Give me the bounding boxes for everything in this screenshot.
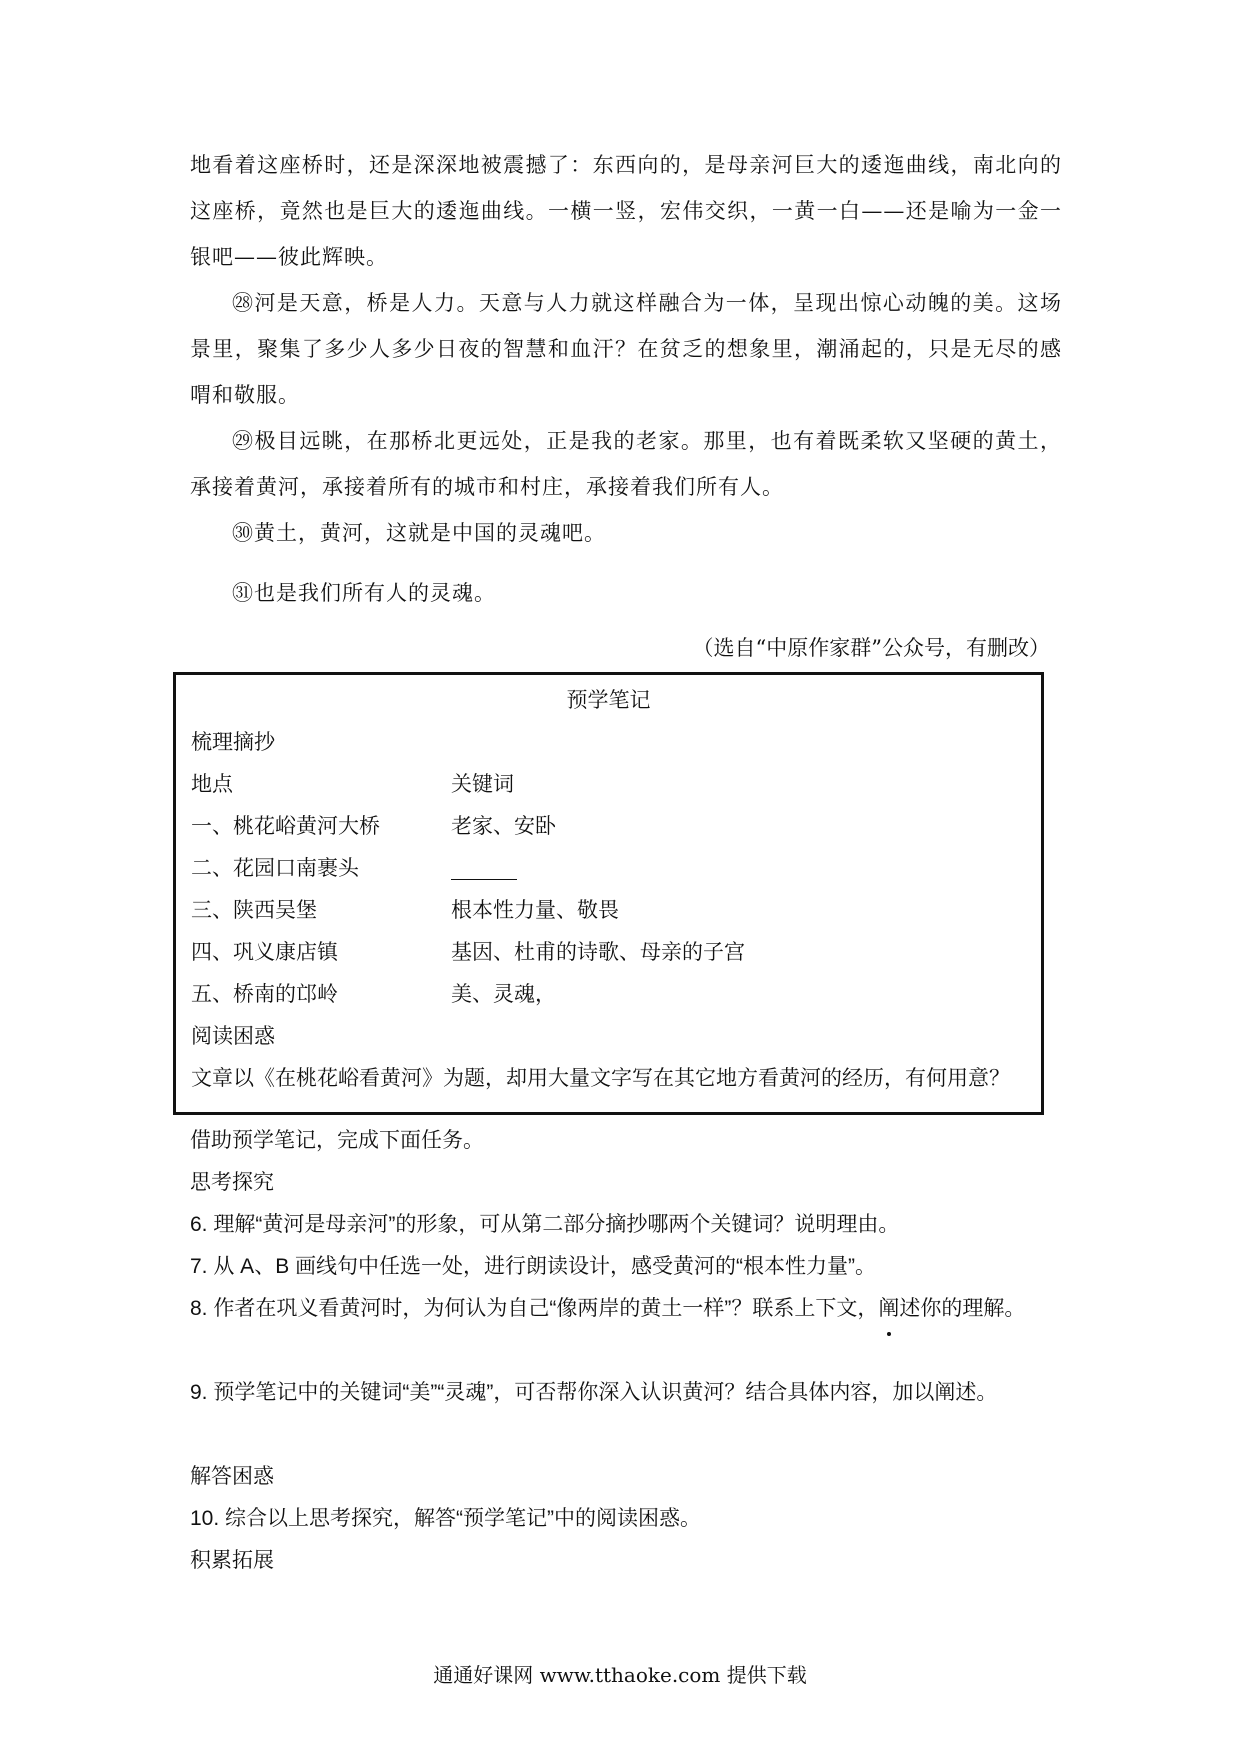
paragraph-29: ㉙极目远眺，在那桥北更远处，正是我的老家。那里，也有着既柔软又坚硬的黄土，承接着黄河，承接着所有的城市和村庄，承接着我们所有人。 bbox=[190, 429, 1062, 499]
paragraph-31: ㉛也是我们所有人的灵魂。 bbox=[232, 581, 496, 605]
heading-think-explore: 思考探究 bbox=[190, 1171, 274, 1194]
notes-row-place: 三、陕西吴堡 bbox=[191, 898, 317, 922]
notes-row-place: 一、桃花峪黄河大桥 bbox=[191, 814, 380, 838]
question-8-text: 8. 作者在巩义看黄河时，为何认为自己“像两岸的黄土一样”？联系上下文， bbox=[190, 1297, 879, 1320]
notes-title: 预学笔记 bbox=[566, 688, 651, 712]
question-8-text-end: 述你的理解。 bbox=[899, 1297, 1026, 1320]
notes-row-place: 二、花园口南裹头 bbox=[191, 856, 359, 880]
column-header-keywords: 关键词 bbox=[451, 772, 514, 796]
paragraph-28: ㉘河是天意，桥是人力。天意与人力就这样融合为一体，呈现出惊心动魄的美。这场景里，聚集了多少人多少日夜的智慧和血汗？在贫乏的想象里，潮涌起的，只是无尽的感喟和敬服。 bbox=[190, 291, 1062, 407]
paragraph-30: ㉚黄土，黄河，这就是中国的灵魂吧。 bbox=[232, 521, 606, 545]
notes-row-keywords: 根本性力量、敬畏 bbox=[451, 898, 619, 922]
question-8 bbox=[190, 1288, 1062, 1330]
notes-section-confusion: 阅读困惑 bbox=[191, 1024, 275, 1048]
notes-row-keywords: 美、灵魂， bbox=[451, 982, 556, 1006]
answer-blank[interactable] bbox=[451, 879, 517, 880]
question-10: 10. 综合以上思考探究，解答“预学笔记”中的阅读困惑。 bbox=[190, 1507, 702, 1530]
question-7: 7. 从 A、B 画线句中任选一处，进行朗读设计，感受黄河的“根本性力量”。 bbox=[190, 1255, 877, 1278]
preview-notes-box bbox=[173, 672, 1044, 1115]
column-header-place: 地点 bbox=[191, 772, 233, 796]
emphasis-dot-char: 阐 bbox=[878, 1288, 899, 1330]
notes-section-summary: 梳理摘抄 bbox=[191, 730, 275, 754]
notes-row-place: 四、巩义康店镇 bbox=[191, 940, 338, 964]
footer-download-note: 通通好课网 www.tthaoke.com 提供下载 bbox=[433, 1663, 807, 1687]
notes-row-place: 五、桥南的邙岭 bbox=[191, 982, 338, 1006]
notes-row-keywords: 基因、杜甫的诗歌、母亲的子宫 bbox=[451, 940, 745, 964]
notes-row-keywords: 老家、安卧 bbox=[451, 814, 556, 838]
question-6: 6. 理解“黄河是母亲河”的形象，可从第二部分摘抄哪两个关键词？说明理由。 bbox=[190, 1213, 900, 1236]
source-note: （选自“中原作家群”公众号，有删改） bbox=[692, 636, 1050, 660]
heading-accumulate-extend: 积累拓展 bbox=[190, 1549, 274, 1572]
heading-resolve-confusion: 解答困惑 bbox=[190, 1465, 274, 1488]
paragraph-continued: 地看着这座桥时，还是深深地被震撼了：东西向的，是母亲河巨大的逶迤曲线，南北向的这座桥，竟然也是巨大的逶迤曲线。一横一竖，宏伟交织，一黄一白——还是喻为一金一银吧——彼此辉映。 bbox=[190, 153, 1062, 269]
question-9: 9. 预学笔记中的关键词“美”“灵魂”，可否帮你深入认识黄河？结合具体内容，加以阐述。 bbox=[190, 1381, 998, 1404]
task-intro: 借助预学笔记，完成下面任务。 bbox=[190, 1129, 484, 1152]
notes-confusion-question: 文章以《在桃花峪看黄河》为题，却用大量文字写在其它地方看黄河的经历，有何用意？ bbox=[191, 1066, 1010, 1090]
